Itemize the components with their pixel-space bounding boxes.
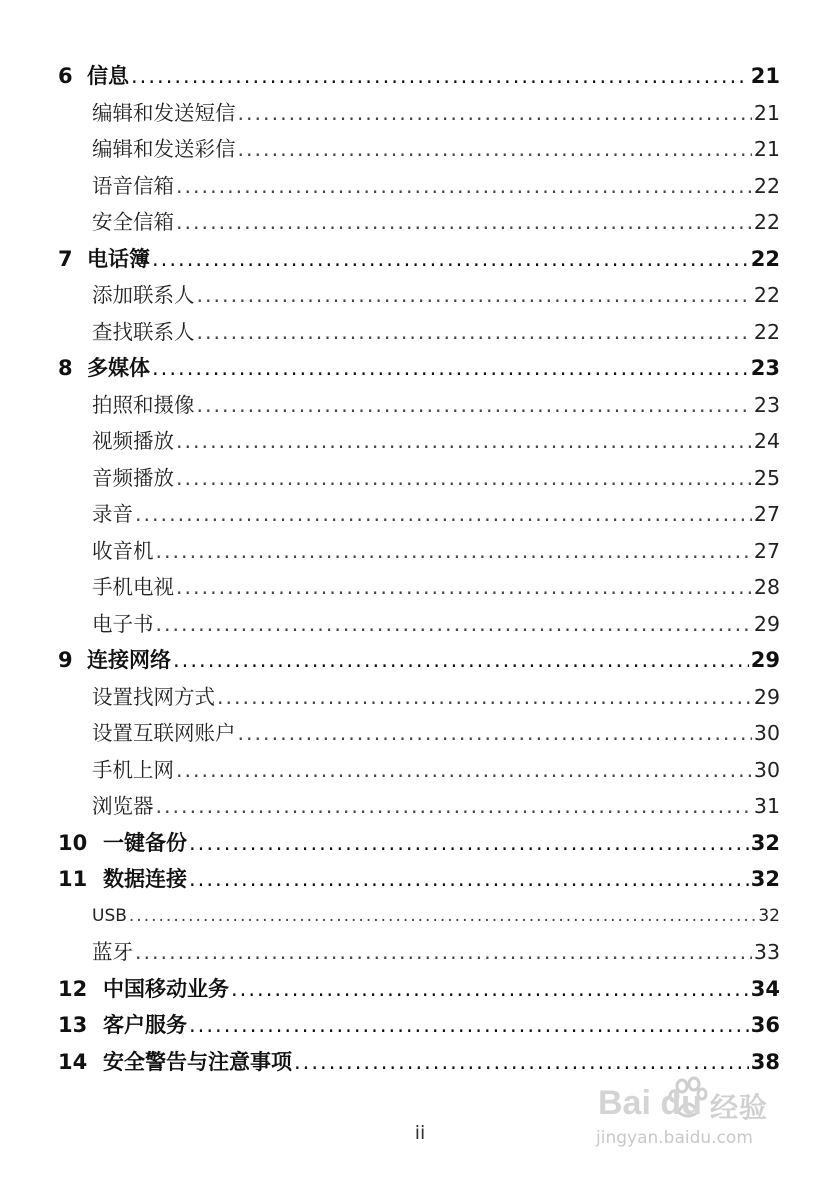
page-number: 38 bbox=[750, 1049, 780, 1074]
page-number: 29 bbox=[753, 611, 780, 636]
section-title: 编辑和发送彩信 bbox=[92, 137, 236, 161]
chapter-number: 10 bbox=[58, 830, 88, 855]
page-number: 34 bbox=[750, 976, 780, 1001]
section-title: 手机上网 bbox=[92, 757, 174, 782]
toc-section[interactable] bbox=[58, 934, 780, 971]
toc-section[interactable] bbox=[58, 752, 780, 789]
section-title: 添加联系人 bbox=[92, 283, 195, 307]
dot-leader bbox=[217, 679, 752, 716]
chapter-title: 客户服务 bbox=[103, 1013, 187, 1037]
chapter-title: 数据连接 bbox=[103, 867, 187, 891]
section-title: 手机电视 bbox=[92, 575, 174, 599]
dot-leader bbox=[197, 314, 752, 351]
toc-section[interactable] bbox=[58, 314, 780, 351]
dot-leader bbox=[176, 752, 752, 789]
page-number: 21 bbox=[750, 64, 780, 88]
watermark-url: jingyan.baidu.com bbox=[596, 1128, 753, 1148]
section-title: 语音信箱 bbox=[92, 173, 174, 198]
dot-leader bbox=[152, 350, 749, 387]
chapter-number: 14 bbox=[58, 1049, 88, 1074]
page-number: 28 bbox=[753, 575, 780, 599]
toc-chapter-13[interactable] bbox=[58, 1007, 780, 1044]
page-number: 21 bbox=[753, 100, 780, 125]
toc-section[interactable] bbox=[58, 277, 780, 314]
dot-leader bbox=[238, 131, 752, 168]
page-number: 23 bbox=[753, 392, 780, 417]
section-title: 设置互联网账户 bbox=[92, 721, 236, 745]
dot-leader bbox=[135, 496, 752, 533]
dot-leader bbox=[173, 642, 749, 679]
page-number: 22 bbox=[753, 283, 780, 307]
page-number: 22 bbox=[753, 210, 780, 234]
section-title: 电子书 bbox=[92, 611, 154, 636]
baidu-jingyan-watermark bbox=[592, 1068, 792, 1163]
page-number: 32 bbox=[758, 905, 780, 926]
toc-section[interactable] bbox=[58, 788, 780, 825]
dot-leader bbox=[135, 934, 752, 971]
page-number: 31 bbox=[753, 794, 780, 818]
chapter-number: 9 bbox=[58, 648, 73, 672]
page-number: 36 bbox=[750, 1013, 780, 1037]
toc-section[interactable] bbox=[58, 569, 780, 606]
toc-section[interactable] bbox=[58, 95, 780, 132]
chapter-title: 电话簿 bbox=[87, 246, 150, 271]
page-number: 23 bbox=[750, 356, 780, 380]
toc-section[interactable] bbox=[58, 715, 780, 752]
dot-leader bbox=[176, 204, 752, 241]
dot-leader bbox=[156, 606, 752, 643]
dot-leader bbox=[156, 533, 752, 570]
page-number: 21 bbox=[753, 137, 780, 161]
toc-section[interactable] bbox=[58, 496, 780, 533]
page-number: 22 bbox=[750, 246, 780, 271]
toc-chapter-6[interactable] bbox=[58, 58, 780, 95]
chapter-number: 7 bbox=[58, 246, 73, 271]
toc-section[interactable] bbox=[58, 460, 780, 497]
toc-section[interactable] bbox=[58, 387, 780, 424]
chapter-number: 11 bbox=[58, 867, 88, 891]
section-title: 视频播放 bbox=[92, 429, 174, 453]
toc-section[interactable] bbox=[58, 168, 780, 205]
page-number: 33 bbox=[753, 940, 780, 964]
watermark-text: 经验 bbox=[710, 1091, 769, 1124]
dot-leader bbox=[238, 715, 752, 752]
page-number: 32 bbox=[750, 867, 780, 891]
dot-leader bbox=[231, 971, 749, 1008]
section-title: 浏览器 bbox=[92, 794, 154, 818]
toc-chapter-8[interactable] bbox=[58, 350, 780, 387]
chapter-title: 中国移动业务 bbox=[103, 976, 229, 1001]
page-number: 24 bbox=[753, 429, 780, 453]
section-title: 查找联系人 bbox=[92, 319, 195, 344]
toc-section[interactable] bbox=[58, 679, 780, 716]
dot-leader bbox=[152, 241, 749, 278]
toc-section[interactable] bbox=[58, 204, 780, 241]
section-title: 录音 bbox=[92, 502, 133, 526]
table-of-contents bbox=[58, 58, 780, 1080]
toc-chapter-12[interactable] bbox=[58, 971, 780, 1008]
dot-leader bbox=[197, 387, 752, 424]
section-title: 蓝牙 bbox=[92, 940, 133, 964]
toc-section[interactable] bbox=[58, 131, 780, 168]
chapter-title: 信息 bbox=[87, 64, 129, 88]
chapter-number: 8 bbox=[58, 356, 73, 380]
section-title: 编辑和发送短信 bbox=[92, 100, 236, 125]
section-title: 音频播放 bbox=[92, 465, 174, 490]
dot-leader bbox=[176, 168, 752, 205]
toc-section[interactable] bbox=[58, 533, 780, 570]
section-title: 安全信箱 bbox=[92, 210, 174, 234]
chapter-number: 12 bbox=[58, 976, 88, 1001]
page-number: 25 bbox=[753, 465, 780, 490]
page-number: 22 bbox=[753, 319, 780, 344]
chapter-title: 连接网络 bbox=[87, 648, 171, 672]
watermark-brand: Bai du bbox=[598, 1084, 702, 1122]
dot-leader bbox=[189, 1007, 749, 1044]
toc-chapter-11[interactable] bbox=[58, 861, 780, 898]
page-number: 32 bbox=[750, 830, 780, 855]
toc-section[interactable] bbox=[58, 423, 780, 460]
toc-chapter-10[interactable] bbox=[58, 825, 780, 862]
page-number: 29 bbox=[753, 684, 780, 709]
chapter-title: 多媒体 bbox=[87, 356, 150, 380]
dot-leader bbox=[156, 788, 752, 825]
toc-chapter-7[interactable] bbox=[58, 241, 780, 278]
page-number: 22 bbox=[753, 173, 780, 198]
dot-leader bbox=[176, 569, 752, 606]
chapter-title: 安全警告与注意事项 bbox=[103, 1049, 292, 1074]
dot-leader bbox=[131, 58, 749, 95]
section-title: 拍照和摄像 bbox=[92, 392, 195, 417]
chapter-number: 13 bbox=[58, 1013, 88, 1037]
page-footer-number: ii bbox=[414, 1122, 426, 1144]
page-number: 30 bbox=[753, 721, 780, 745]
chapter-title: 一键备份 bbox=[103, 830, 187, 855]
dot-leader bbox=[238, 95, 752, 132]
page-number: 29 bbox=[750, 648, 780, 672]
page-number: 30 bbox=[753, 757, 780, 782]
dot-leader bbox=[197, 277, 752, 314]
dot-leader bbox=[129, 898, 756, 935]
section-title: 设置找网方式 bbox=[92, 684, 215, 709]
chapter-number: 6 bbox=[58, 64, 73, 88]
toc-section[interactable] bbox=[58, 898, 780, 935]
page-number: 27 bbox=[753, 538, 780, 563]
dot-leader bbox=[189, 825, 749, 862]
page-number: 27 bbox=[753, 502, 780, 526]
toc-section[interactable] bbox=[58, 606, 780, 643]
dot-leader bbox=[176, 423, 752, 460]
section-title: USB bbox=[92, 905, 127, 926]
dot-leader bbox=[176, 460, 752, 497]
dot-leader bbox=[189, 861, 749, 898]
toc-chapter-9[interactable] bbox=[58, 642, 780, 679]
section-title: 收音机 bbox=[92, 538, 154, 563]
